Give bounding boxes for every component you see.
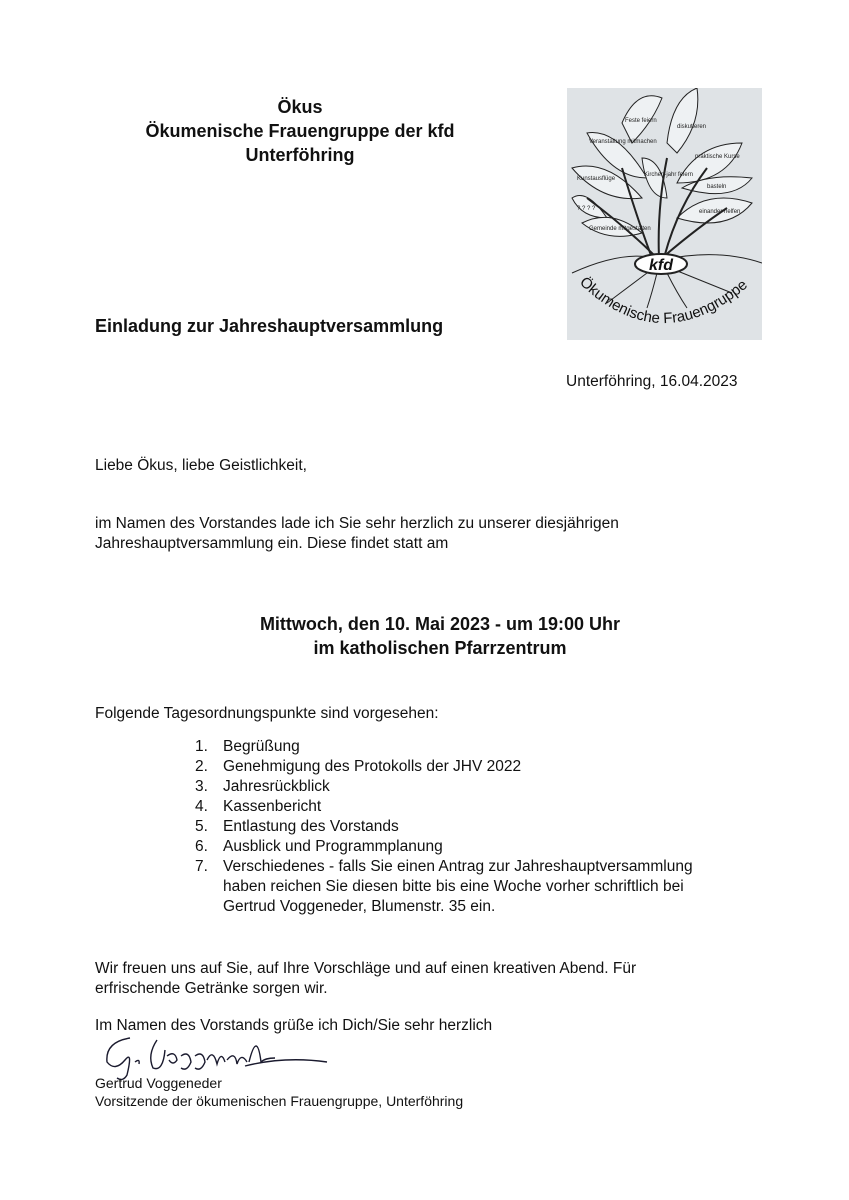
intro-line: im Namen des Vorstandes lade ich Sie sehr herzlich zu unserer diesjährigen xyxy=(95,515,619,532)
agenda-item xyxy=(195,737,693,757)
logo-leaf-label: Gemeinde mitgestalten xyxy=(589,226,651,232)
agenda-item xyxy=(195,797,693,817)
agenda-item-line: Kassenbericht xyxy=(223,798,322,815)
closing-paragraph xyxy=(95,959,636,999)
agenda-item-number: 5. xyxy=(195,818,208,835)
agenda-item-line: Ausblick und Programmplanung xyxy=(223,838,443,855)
event-details xyxy=(120,612,760,660)
agenda-item-line: Begrüßung xyxy=(223,738,300,755)
agenda-item-text xyxy=(223,817,399,837)
agenda-item-number: 1. xyxy=(195,738,208,755)
agenda-item-text xyxy=(223,837,443,857)
agenda-item-text xyxy=(223,777,330,797)
agenda-item-line: Entlastung des Vorstands xyxy=(223,818,399,835)
agenda-item-number: 3. xyxy=(195,778,208,795)
logo-leaf-label: Veranstaltung mitmachen xyxy=(589,139,657,145)
logo-kfd-text: kfd xyxy=(649,257,673,274)
kfd-tree-logo xyxy=(567,88,762,340)
closing-line: erfrischende Getränke sorgen wir. xyxy=(95,980,328,997)
logo-leaf-label: praktische Kurse xyxy=(695,154,740,160)
intro-line: Jahreshauptversammlung ein. Diese findet statt am xyxy=(95,535,449,552)
agenda-item-line: Jahresrückblick xyxy=(223,778,330,795)
logo-leaf-label: diskutieren xyxy=(677,124,707,130)
logo-leaf-label: Kirchen-jahr feiern xyxy=(644,172,694,178)
invitation-title: Einladung zur Jahreshauptversammlung xyxy=(95,316,444,336)
agenda-item-number: 6. xyxy=(195,838,208,855)
event-location: im katholischen Pfarrzentrum xyxy=(313,638,567,658)
agenda-item xyxy=(195,837,693,857)
agenda-item-text xyxy=(223,757,521,777)
greeting: Im Namen des Vorstands grüße ich Dich/Sie sehr herzlich xyxy=(95,1017,493,1034)
agenda-item-line: Verschiedenes - falls Sie einen Antrag zur Jahreshauptversammlung xyxy=(223,858,693,875)
place-date: Unterföhring, 16.04.2023 xyxy=(566,373,738,390)
agenda-item xyxy=(195,777,693,797)
org-full-name: Ökumenische Frauengruppe der kfd xyxy=(145,121,455,141)
agenda-item-text xyxy=(223,737,300,757)
agenda-item-text xyxy=(223,857,693,917)
closing-line: Wir freuen uns auf Sie, auf Ihre Vorschläge und auf einen kreativen Abend. Für xyxy=(95,960,637,977)
signer-block xyxy=(95,1074,463,1110)
intro-paragraph xyxy=(95,514,619,554)
agenda-item-number: 7. xyxy=(195,858,208,875)
logo-leaf-label: Feste feiern xyxy=(625,118,657,124)
signer-name: Gertrud Voggeneder xyxy=(95,1075,222,1091)
salutation: Liebe Ökus, liebe Geistlichkeit, xyxy=(95,457,307,474)
logo-leaf-label: Kunstausflüge xyxy=(577,176,616,182)
logo-leaf-label: einander helfen xyxy=(699,209,741,215)
agenda-item-number: 4. xyxy=(195,798,208,815)
org-location: Unterföhring xyxy=(245,145,355,165)
handwritten-signature xyxy=(95,1020,335,1080)
agenda-item-number: 2. xyxy=(195,758,208,775)
logo-arc-text: Ökumenische Frauengruppe xyxy=(576,273,751,328)
agenda-item xyxy=(195,857,693,917)
signer-role: Vorsitzende der ökumenischen Frauengruppe, Unterföhring xyxy=(95,1093,464,1109)
event-date-time: Mittwoch, den 10. Mai 2023 - um 19:00 Uhr xyxy=(259,614,621,634)
agenda-item-line: haben reichen Sie diesen bitte bis eine Woche vorher schriftlich bei xyxy=(223,878,684,895)
agenda-intro: Folgende Tagesordnungspunkte sind vorgesehen: xyxy=(95,705,439,722)
agenda-item xyxy=(195,817,693,837)
org-short-name: Ökus xyxy=(277,97,323,117)
agenda-item-text xyxy=(223,797,321,817)
letterhead xyxy=(60,95,540,167)
logo-leaf-label: basteln xyxy=(707,184,727,190)
logo-leaf-label: ? ? ? ? xyxy=(577,206,596,212)
agenda-item xyxy=(195,757,693,777)
agenda-item-line: Gertrud Voggeneder, Blumenstr. 35 ein. xyxy=(223,898,496,915)
agenda-list xyxy=(195,737,693,917)
agenda-item-line: Genehmigung des Protokolls der JHV 2022 xyxy=(223,758,522,775)
